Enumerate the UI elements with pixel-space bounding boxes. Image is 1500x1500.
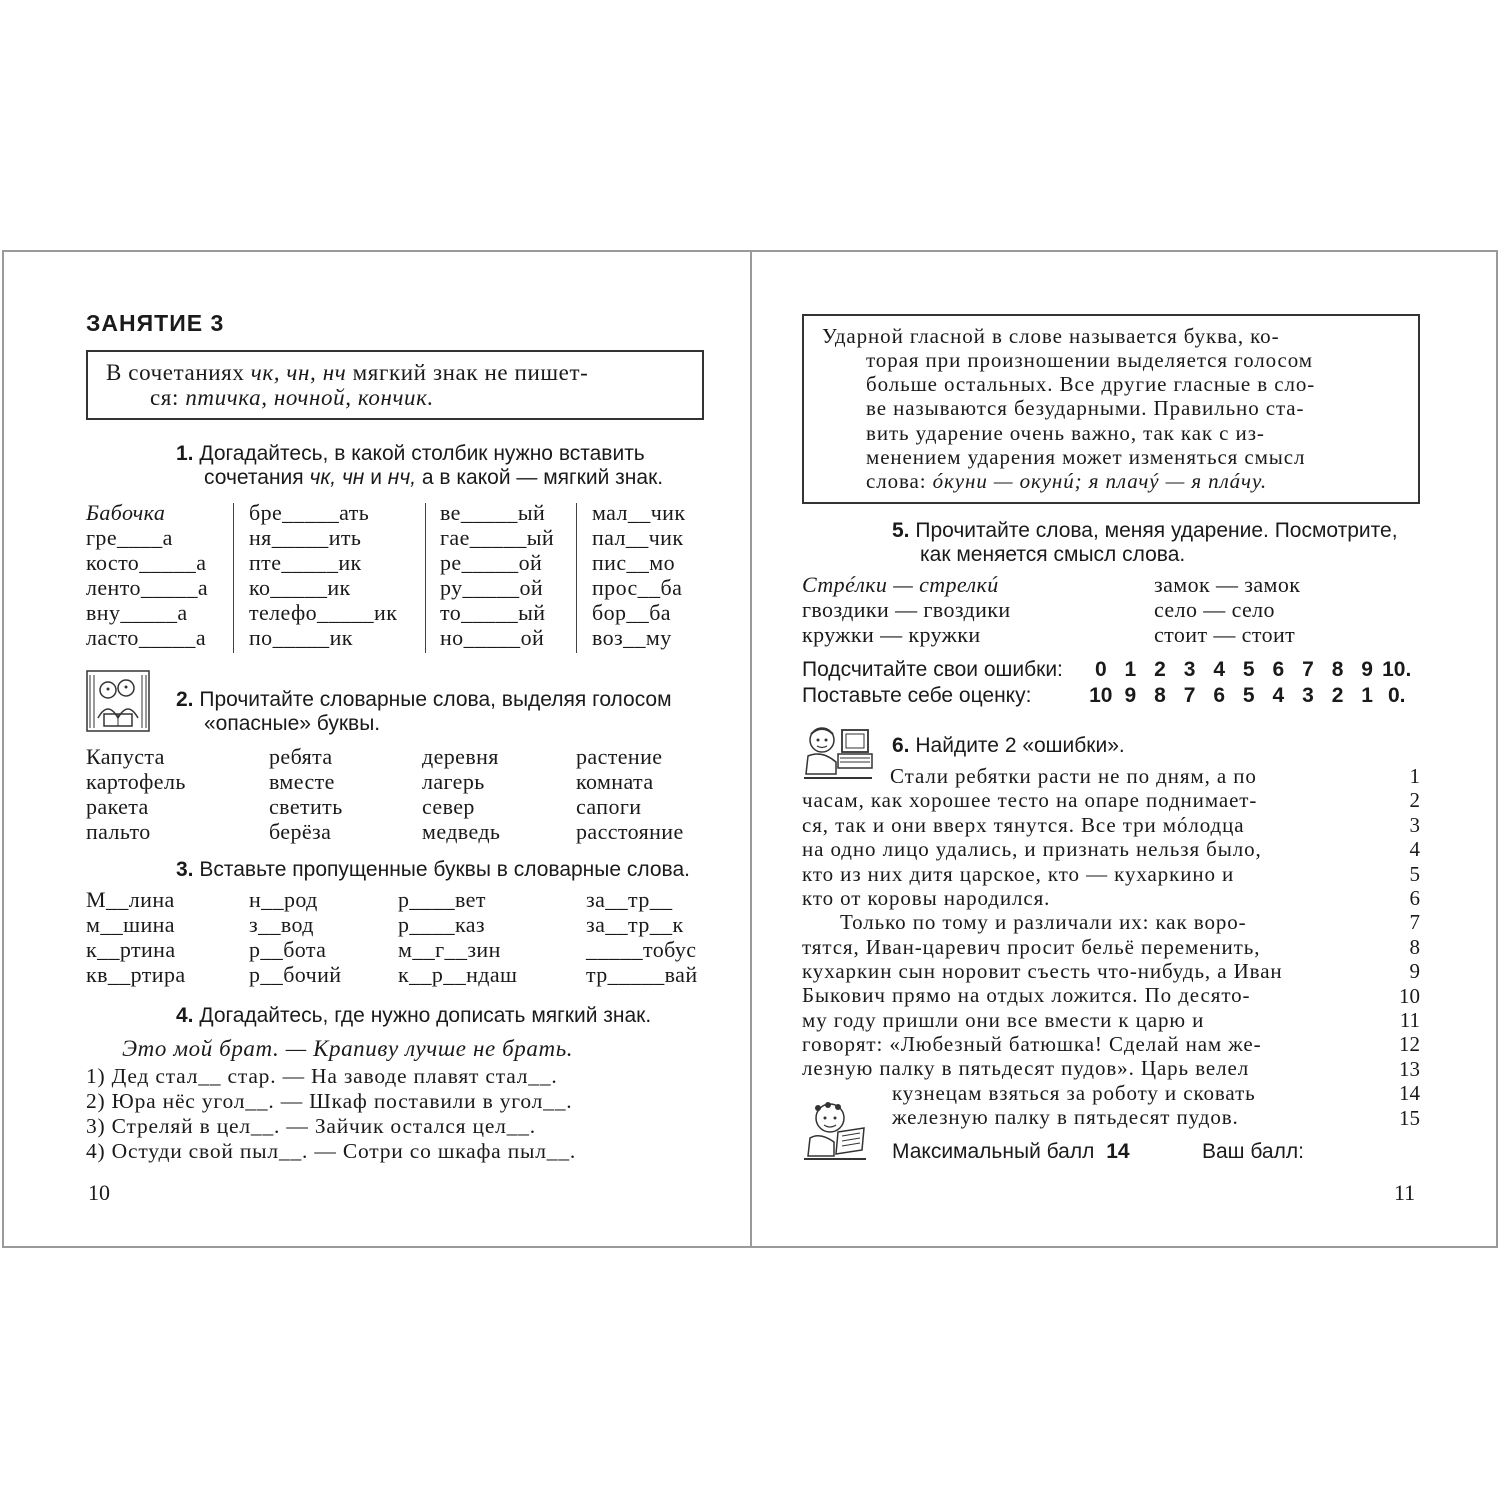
rule-line-6: менением ударения может изменяться смысл bbox=[866, 445, 1306, 469]
exercise-5-line-2: как меняется смысл слова. bbox=[920, 543, 1186, 566]
text-line-4: на одно лицо удались, и признать нельзя было, bbox=[802, 837, 1262, 861]
line-numbers: 1 2 3 4 5 6 7 8 9 10 11 12 13 14 15 bbox=[1399, 764, 1420, 1130]
text-line-13: лезную палку в пятьдесят пудов». Царь велел bbox=[802, 1056, 1250, 1080]
text-line-8: тятся, Иван-царевич просит бельё переменить, bbox=[802, 935, 1261, 959]
exercise-2-line-2: «опасные» буквы. bbox=[204, 712, 381, 735]
ex3-column-2: н__род з__вод р__бота р__бочий bbox=[249, 887, 342, 987]
page-number: 11 bbox=[1394, 1180, 1416, 1205]
children-reading-icon bbox=[86, 670, 150, 732]
left-page bbox=[86, 250, 704, 1248]
column-divider bbox=[233, 503, 234, 653]
rule-line-2: торая при произношении выделяется голосом bbox=[866, 348, 1313, 372]
rule-line-3: больше остальных. Все другие гласные в сло- bbox=[866, 372, 1316, 396]
max-score: Максимальный балл 14 bbox=[892, 1140, 1130, 1163]
text-line-14: кузнецам взяться за роботу и сковать bbox=[892, 1081, 1256, 1105]
exercise-5-line-1: 5. Прочитайте слова, меняя ударение. Посмотрите, bbox=[892, 519, 1398, 542]
page-fold bbox=[750, 250, 752, 1248]
rule-line-1: В сочетаниях чк, чн, нч мягкий знак не пишет- bbox=[106, 360, 589, 385]
ex2-column-2: ребята вместе светить берёза bbox=[269, 744, 343, 844]
ex5-column-1: Стрéлки — стрелкú гвоздики — гвоздики кружки — кружки bbox=[802, 572, 1011, 647]
rule-line-7: слова: óкуни — окунú; я плачý — я плáчу. bbox=[866, 469, 1267, 493]
ex1-column-1: Бабочка гре____а косто_____а ленто_____а вну_____а ласто_____а bbox=[86, 500, 209, 650]
rule-line-5: вить ударение очень важно, так как с из- bbox=[866, 421, 1265, 445]
errors-count-label: Подсчитайте свои ошибки: bbox=[802, 658, 1063, 681]
text-line-7: Только по тому и различали их: как воро- bbox=[840, 910, 1247, 934]
rule-line-1: Ударной гласной в слове называется буква, ко- bbox=[822, 324, 1280, 348]
exercise-3-line-1: 3. Вставьте пропущенные буквы в словарные слова. bbox=[176, 858, 690, 881]
errors-count-scale: 0 1 2 3 4 5 6 7 8 9 10. bbox=[1094, 658, 1412, 681]
ex3-column-4: за__тр__ за__тр__к _____тобус тр_____вай bbox=[586, 887, 698, 987]
rule-line-2: ся: птичка, ночной, кончик. bbox=[150, 385, 434, 410]
text-line-12: говорят: «Любезный батюшка! Сделай нам же- bbox=[802, 1032, 1262, 1056]
exercise-1-line-1: 1. Догадайтесь, в какой столбик нужно вставить bbox=[176, 442, 645, 465]
ex2-column-4: растение комната сапоги расстояние bbox=[576, 744, 684, 844]
boy-at-computer-icon bbox=[802, 722, 874, 784]
text-line-2: часам, как хорошее тесто на опаре поднимает- bbox=[802, 788, 1258, 812]
rule-box bbox=[802, 314, 1420, 504]
text-line-5: кто из них дитя царское, кто — кухаркино и bbox=[802, 862, 1235, 886]
your-score-label: Ваш балл: bbox=[1202, 1140, 1304, 1163]
right-page bbox=[802, 250, 1420, 1248]
column-divider bbox=[425, 503, 426, 653]
text-line-10: Быкович прямо на отдых ложится. По десято- bbox=[802, 983, 1251, 1007]
exercise-4-example: Это мой брат. — Крапиву лучше не брать. bbox=[122, 1036, 574, 1061]
text-line-6: кто от коровы народился. bbox=[802, 886, 1051, 910]
ex3-column-1: М__лина м__шина к__ртина кв__ртира bbox=[86, 887, 186, 987]
grade-label: Поставьте себе оценку: bbox=[802, 684, 1032, 707]
grade-scale: 10 9 8 7 6 5 4 3 2 1 0. bbox=[1089, 684, 1406, 707]
exercise-6-line-1: 6. Найдите 2 «ошибки». bbox=[892, 734, 1125, 757]
exercise-2-line-1: 2. Прочитайте словарные слова, выделяя голосом bbox=[176, 688, 672, 711]
rule-line-4: ве называются безударными. Правильно ста- bbox=[866, 396, 1305, 420]
exercise-1-line-2: сочетания чк, чн и нч, а в какой — мягкий знак. bbox=[204, 466, 664, 489]
exercise-4-items: 1) Дед стал__ стар. — На заводе плавят стал__. 2) Юра нёс угол__. — Шкаф поставили в угол__. 3) Стреляй в цел__. — Зайчик остался цел__. 4) Остуди свой пыл__. — Сотри со шкафа пыл__. bbox=[86, 1064, 577, 1163]
ex1-column-4: мал__чик пал__чик пис__мо прос__ба бор__ба воз__му bbox=[592, 500, 686, 650]
column-divider bbox=[576, 503, 577, 653]
page-number: 10 bbox=[88, 1180, 110, 1205]
exercise-4-line-1: 4. Догадайтесь, где нужно дописать мягкий знак. bbox=[176, 1004, 652, 1027]
ex3-column-3: р____вет р____каз м__г__зин к__р__ндаш bbox=[398, 887, 518, 987]
ex1-column-2: бре_____ать ня_____ить пте_____ик ко_____ик телефо_____ик по_____ик bbox=[249, 500, 398, 650]
ex5-column-2: замок — замок село — село стоит — стоит bbox=[1154, 572, 1301, 647]
text-line-9: кухаркин сын норовит съесть что-нибудь, а Иван bbox=[802, 959, 1283, 983]
ex2-column-3: деревня лагерь север медведь bbox=[422, 744, 501, 844]
text-line-15: железную палку в пятьдесят пудов. bbox=[892, 1105, 1239, 1129]
text-line-1: Стали ребятки расти не по дням, а по bbox=[890, 764, 1257, 788]
ex1-column-3: ве_____ый гае_____ый ре_____ой ру_____ой то_____ый но_____ой bbox=[440, 500, 555, 650]
text-line-3: ся, так и они вверх тянутся. Все три мóлодца bbox=[802, 813, 1245, 837]
text-line-11: му году пришли они все вмести к царю и bbox=[802, 1008, 1205, 1032]
child-with-book-icon bbox=[802, 1098, 868, 1162]
lesson-title: ЗАНЯТИЕ 3 bbox=[86, 310, 225, 336]
rule-box bbox=[86, 350, 704, 420]
ex2-column-1: Капуста картофель ракета пальто bbox=[86, 744, 186, 844]
